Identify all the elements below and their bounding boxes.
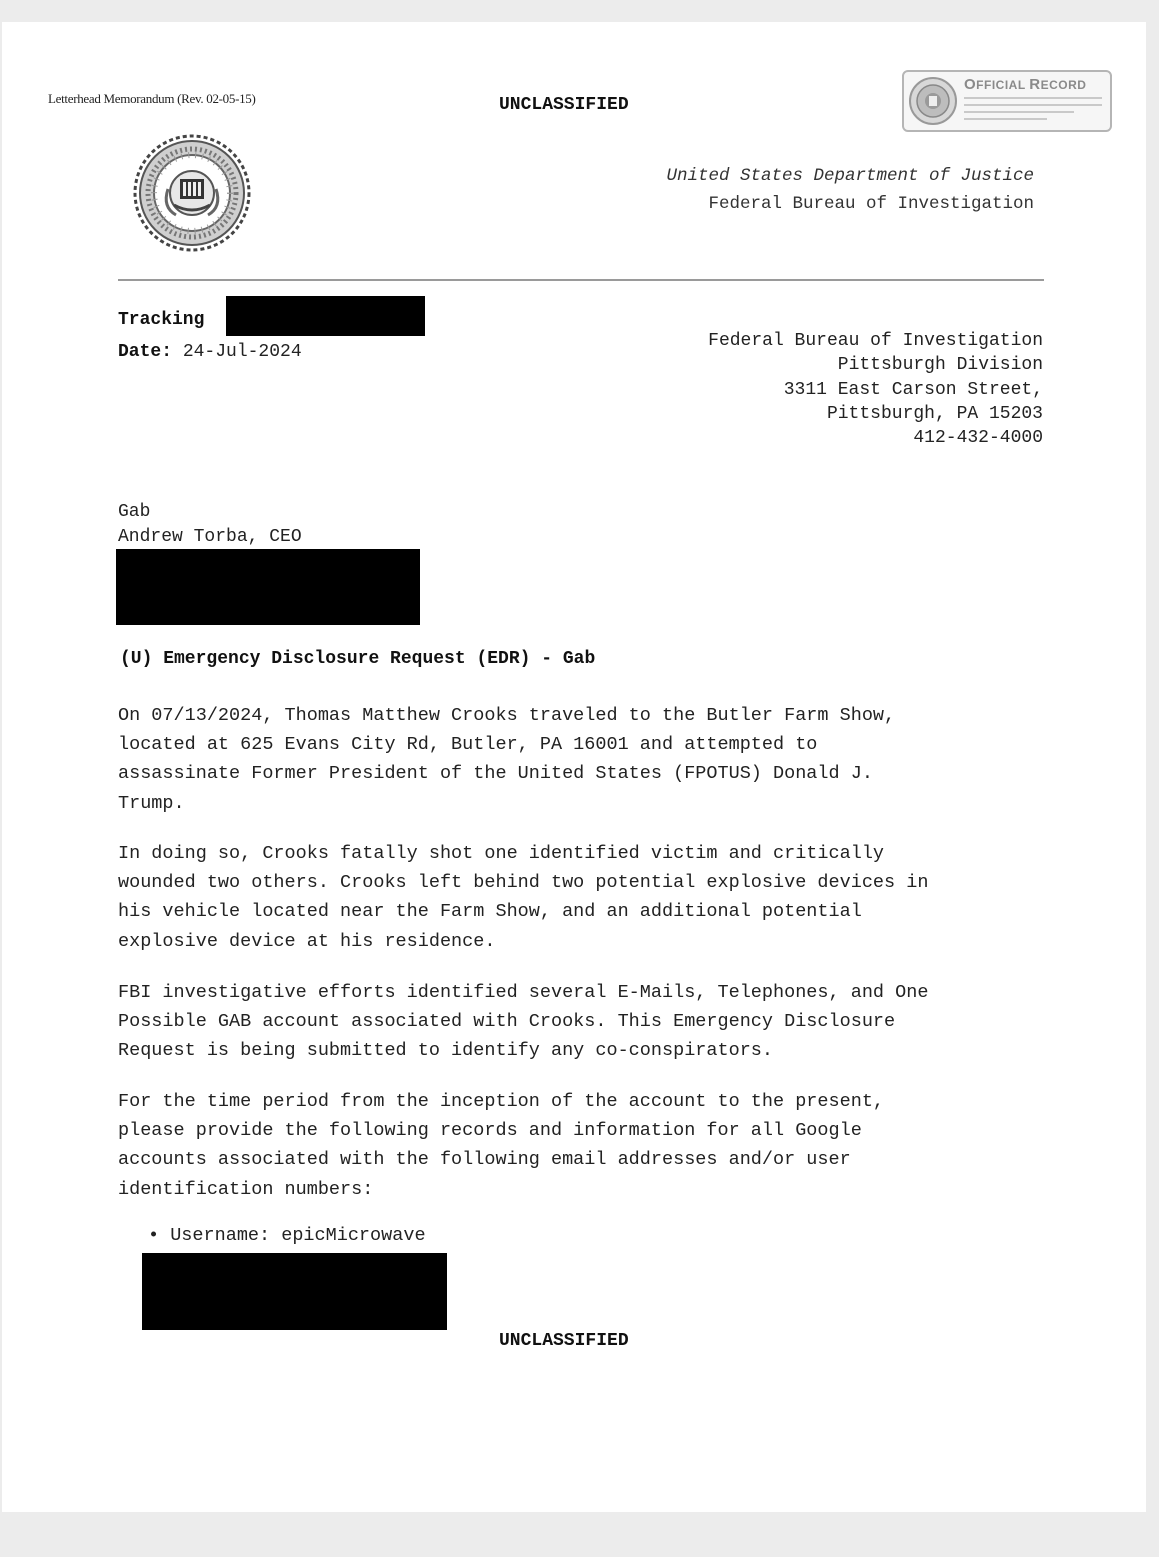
official-record-title: OFFICIAL RECORD xyxy=(964,76,1087,93)
form-identifier: Letterhead Memorandum (Rev. 02-05-15) xyxy=(48,91,256,106)
fbi-seal-small-icon xyxy=(908,76,958,126)
date-value: 24-Jul-2024 xyxy=(172,342,302,362)
address-line: 412-432-4000 xyxy=(913,428,1043,449)
classification-header: UNCLASSIFIED xyxy=(499,95,629,115)
official-record-stamp xyxy=(902,70,1112,132)
subject-line: (U) Emergency Disclosure Request (EDR) - Gab xyxy=(120,649,596,669)
paragraph-line: explosive device at his residence. xyxy=(118,930,496,952)
paragraph-line: wounded two others. Crooks left behind two potential explosive devices in xyxy=(118,872,929,894)
paragraph-line: identification numbers: xyxy=(118,1178,374,1200)
header-divider xyxy=(118,279,1044,281)
department-name: United States Department of Justice xyxy=(666,166,1034,186)
memo-date xyxy=(118,342,302,362)
paragraph-line: please provide the following records and information for all Google xyxy=(118,1120,862,1142)
recipient-block xyxy=(118,500,302,550)
paragraph-line: Possible GAB account associated with Crooks. This Emergency Disclosure xyxy=(118,1011,896,1033)
recipient-company: Gab xyxy=(118,502,151,522)
redaction-account-list xyxy=(142,1253,447,1330)
body-paragraph xyxy=(118,701,1058,818)
address-line: Federal Bureau of Investigation xyxy=(708,331,1043,351)
paragraph-line: FBI investigative efforts identified several E-Mails, Telephones, and One xyxy=(118,982,929,1003)
paragraph-line: located at 625 Evans City Rd, Butler, PA 16001 and attempted to xyxy=(118,734,818,756)
paragraph-line: his vehicle located near the Farm Show, and an additional potential xyxy=(118,901,862,923)
department-heading xyxy=(666,162,1034,218)
bureau-name: Federal Bureau of Investigation xyxy=(708,194,1034,214)
paragraph-line: Trump. xyxy=(118,792,185,814)
body-paragraph xyxy=(118,1087,1058,1204)
sender-address xyxy=(708,329,1043,450)
paragraph-line: accounts associated with the following email addresses and/or user xyxy=(118,1149,851,1171)
document-page xyxy=(2,22,1146,1512)
paragraph-line: assassinate Former President of the United States (FPOTUS) Donald J. xyxy=(118,763,873,785)
address-line: 3311 East Carson Street, xyxy=(783,379,1043,400)
redaction-recipient-address xyxy=(116,549,420,625)
address-line: Pittsburgh, PA 15203 xyxy=(826,403,1043,424)
body-paragraph xyxy=(118,839,1058,956)
paragraph-line: Request is being submitted to identify any co-conspirators. xyxy=(118,1040,774,1062)
classification-footer: UNCLASSIFIED xyxy=(499,1331,629,1351)
bullet-item-username: • Username: epicMicrowave xyxy=(148,1225,426,1246)
paragraph-line: For the time period from the inception of the account to the present, xyxy=(118,1091,885,1112)
body-paragraph xyxy=(118,978,1058,1066)
redaction-tracking-number xyxy=(226,296,425,336)
fbi-seal-icon xyxy=(128,134,256,252)
stamp-fine-print xyxy=(964,97,1102,125)
address-line: Pittsburgh Division xyxy=(837,355,1043,376)
paragraph-line: In doing so, Crooks fatally shot one identified victim and critically xyxy=(118,843,885,864)
recipient-name: Andrew Torba, CEO xyxy=(118,527,302,547)
tracking-label: Tracking xyxy=(118,310,205,330)
date-label: Date: xyxy=(118,342,173,362)
paragraph-line: On 07/13/2024, Thomas Matthew Crooks traveled to the Butler Farm Show, xyxy=(118,705,896,726)
